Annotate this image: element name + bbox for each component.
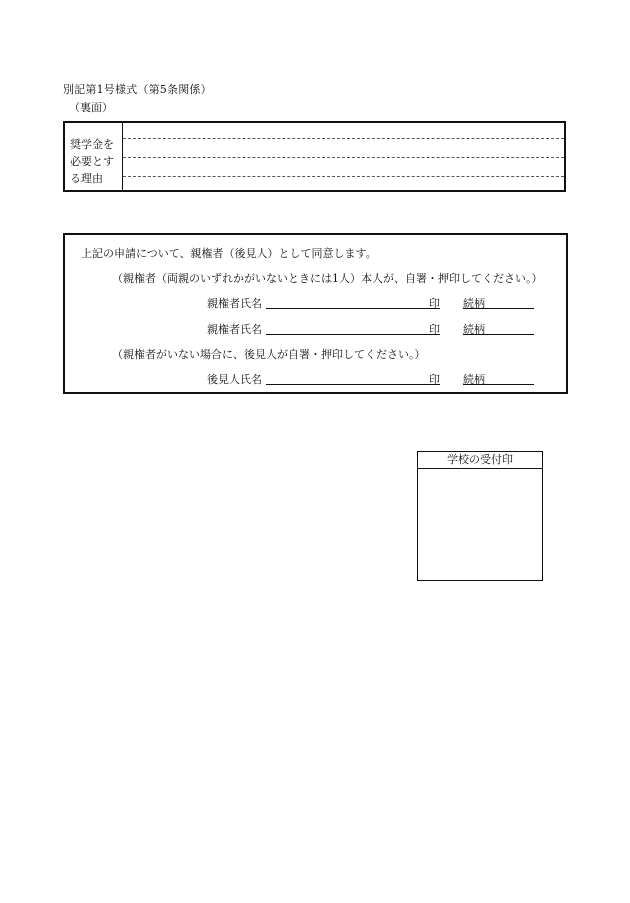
reason-input-line[interactable]	[123, 176, 564, 177]
seal-mark: 印	[429, 297, 440, 310]
reason-label	[65, 123, 123, 190]
relation-field[interactable]	[463, 334, 534, 335]
parent-name-label: 親権者氏名	[207, 323, 262, 336]
consent-box	[63, 233, 568, 394]
relation-label: 続柄	[463, 297, 485, 310]
seal-mark: 印	[429, 373, 440, 386]
parent-signature-note: （親権者（両親のいずれかがいないときには1人）本人が、自署・押印してください。）	[112, 272, 543, 285]
relation-field[interactable]	[463, 308, 534, 309]
page-side-label: （裏面）	[69, 101, 113, 114]
school-stamp-label: 学校の受付印	[418, 452, 542, 469]
parent-name-field[interactable]	[266, 334, 440, 335]
reason-label-line: 奨学金を	[70, 138, 114, 151]
reason-label-line: 必要とす	[70, 155, 114, 168]
relation-label: 続柄	[463, 323, 485, 336]
reason-input-line[interactable]	[123, 157, 564, 158]
reason-box	[63, 121, 566, 192]
reason-input-line[interactable]	[123, 138, 564, 139]
form-title: 別記第1号様式（第5条関係）	[63, 83, 212, 96]
parent-name-field[interactable]	[266, 308, 440, 309]
relation-label: 続柄	[463, 373, 485, 386]
parent-name-label: 親権者氏名	[207, 297, 262, 310]
school-stamp-box	[417, 451, 543, 581]
reason-label-line: る理由	[70, 172, 103, 185]
relation-field[interactable]	[463, 384, 534, 385]
guardian-name-label: 後見人氏名	[207, 373, 262, 386]
seal-mark: 印	[429, 323, 440, 336]
guardian-signature-note: （親権者がいない場合に、後見人が自署・押印してください。）	[112, 348, 426, 361]
consent-statement: 上記の申請について、親権者（後見人）として同意します。	[81, 247, 377, 260]
guardian-name-field[interactable]	[266, 384, 440, 385]
